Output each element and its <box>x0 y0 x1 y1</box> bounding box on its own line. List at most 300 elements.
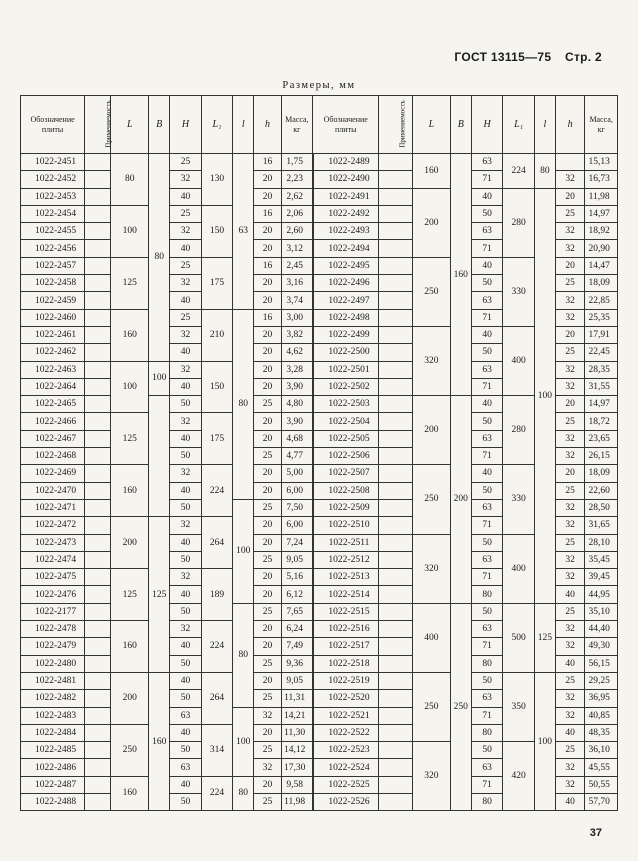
H-cell: 32 <box>170 361 202 378</box>
h-cell: 32 <box>555 378 584 395</box>
h-cell: 20 <box>254 378 281 395</box>
applicability-cell <box>379 586 413 603</box>
designation-cell: 1022-2478 <box>21 621 85 638</box>
H-cell: 50 <box>471 413 503 430</box>
H-cell: 40 <box>170 638 202 655</box>
mass-cell: 2,06 <box>281 205 313 222</box>
H-cell: 50 <box>170 603 202 620</box>
h-cell: 20 <box>254 586 281 603</box>
H-cell: 63 <box>471 154 503 171</box>
mass-cell: 11,31 <box>281 690 313 707</box>
B-cell: 200 <box>450 396 471 604</box>
h-cell: 20 <box>254 413 281 430</box>
table-header-row <box>21 96 618 154</box>
mass-cell: 17,30 <box>281 759 313 776</box>
designation-cell: 1022-2484 <box>21 724 85 741</box>
h-cell: 16 <box>254 154 281 171</box>
page-label: Стр. 2 <box>564 50 602 64</box>
designation-cell: 1022-2454 <box>21 205 85 222</box>
B-cell: 80 <box>149 154 170 362</box>
h-cell: 32 <box>555 240 584 257</box>
H-cell: 25 <box>170 205 202 222</box>
designation-cell: 1022-2515 <box>313 603 379 620</box>
H-cell: 40 <box>471 257 503 274</box>
L-cell: 80 <box>111 154 149 206</box>
mass-cell: 4,62 <box>281 344 313 361</box>
H-cell: 40 <box>471 396 503 413</box>
H-cell: 40 <box>471 326 503 343</box>
applicability-cell <box>85 551 111 568</box>
H-cell: 50 <box>471 672 503 689</box>
h-cell: 20 <box>254 223 281 240</box>
applicability-cell <box>85 742 111 759</box>
dimensions-table <box>20 95 618 811</box>
h-cell: 32 <box>555 499 584 516</box>
mass-cell: 44,95 <box>585 586 618 603</box>
applicability-cell <box>85 569 111 586</box>
col-B-2: B <box>450 96 471 154</box>
L1-cell: 224 <box>201 776 233 811</box>
designation-cell: 1022-2482 <box>21 690 85 707</box>
mass-cell: 14,47 <box>585 257 618 274</box>
applicability-cell <box>379 309 413 326</box>
H-cell: 40 <box>471 465 503 482</box>
applicability-cell <box>85 344 111 361</box>
mass-cell: 36,10 <box>585 742 618 759</box>
col-l-2: l <box>534 96 555 154</box>
designation-cell: 1022-2481 <box>21 672 85 689</box>
H-cell: 63 <box>170 759 202 776</box>
h-cell: 25 <box>555 603 584 620</box>
H-cell: 40 <box>170 776 202 793</box>
standard-number: ГОСТ 13115—75 <box>454 50 552 64</box>
applicability-cell <box>85 413 111 430</box>
H-cell: 40 <box>170 724 202 741</box>
H-cell: 71 <box>471 638 503 655</box>
applicability-cell <box>379 396 413 413</box>
mass-cell: 45,55 <box>585 759 618 776</box>
applicability-cell <box>379 724 413 741</box>
h-cell: 25 <box>254 603 281 620</box>
col-designation: Обозначение плиты <box>21 96 85 154</box>
mass-cell: 31,55 <box>585 378 618 395</box>
mass-cell: 17,91 <box>585 326 618 343</box>
mass-cell: 5,16 <box>281 569 313 586</box>
h-cell: 25 <box>555 344 584 361</box>
h-cell: 32 <box>555 621 584 638</box>
mass-cell: 29,25 <box>585 672 618 689</box>
applicability-cell <box>379 655 413 672</box>
L-cell: 400 <box>412 603 450 672</box>
designation-cell: 1022-2455 <box>21 223 85 240</box>
applicability-cell <box>379 551 413 568</box>
designation-cell: 1022-2492 <box>313 205 379 222</box>
mass-cell: 44,40 <box>585 621 618 638</box>
applicability-cell <box>85 257 111 274</box>
h-cell: 25 <box>555 205 584 222</box>
applicability-cell <box>379 361 413 378</box>
H-cell: 50 <box>170 499 202 516</box>
designation-cell: 1022-2488 <box>21 793 85 810</box>
designation-cell: 1022-2465 <box>21 396 85 413</box>
designation-cell: 1022-2509 <box>313 499 379 516</box>
h-cell: 32 <box>254 759 281 776</box>
designation-cell: 1022-2507 <box>313 465 379 482</box>
designation-cell: 1022-2523 <box>313 742 379 759</box>
mass-cell: 40,85 <box>585 707 618 724</box>
applicability-cell <box>379 240 413 257</box>
applicability-cell <box>379 413 413 430</box>
B-cell: 100 <box>149 361 170 396</box>
col-h: h <box>254 96 281 154</box>
h-cell: 32 <box>555 361 584 378</box>
H-cell: 71 <box>471 517 503 534</box>
mass-cell: 5,00 <box>281 465 313 482</box>
designation-cell: 1022-2506 <box>313 448 379 465</box>
L-cell: 100 <box>111 205 149 257</box>
L1-cell: 500 <box>503 603 535 672</box>
H-cell: 80 <box>471 724 503 741</box>
mass-cell: 48,35 <box>585 724 618 741</box>
h-cell: 25 <box>254 396 281 413</box>
h-cell <box>555 154 584 171</box>
mass-cell: 3,90 <box>281 413 313 430</box>
mass-cell: 3,90 <box>281 378 313 395</box>
col-L-2: L <box>412 96 450 154</box>
mass-cell: 56,15 <box>585 655 618 672</box>
designation-cell: 1022-2493 <box>313 223 379 240</box>
mass-cell: 11,98 <box>281 793 313 810</box>
mass-cell: 2,45 <box>281 257 313 274</box>
l-cell: 100 <box>534 188 555 603</box>
mass-cell: 7,49 <box>281 638 313 655</box>
L1-cell: 264 <box>201 672 233 724</box>
table-row <box>21 534 618 551</box>
H-cell: 71 <box>471 569 503 586</box>
col-L1: L₁ <box>201 96 233 154</box>
l-cell: 125 <box>534 603 555 672</box>
applicability-cell <box>85 326 111 343</box>
H-cell: 63 <box>170 707 202 724</box>
h-cell: 25 <box>254 690 281 707</box>
h-cell: 20 <box>254 465 281 482</box>
designation-cell: 1022-2489 <box>313 154 379 171</box>
col-H: H <box>170 96 202 154</box>
h-cell: 32 <box>555 171 584 188</box>
mass-cell: 14,12 <box>281 742 313 759</box>
applicability-cell <box>85 430 111 447</box>
applicability-cell <box>85 759 111 776</box>
applicability-cell <box>85 707 111 724</box>
L1-cell: 330 <box>503 257 535 326</box>
H-cell: 71 <box>471 448 503 465</box>
mass-cell: 4,80 <box>281 396 313 413</box>
col-l: l <box>233 96 254 154</box>
mass-cell: 7,65 <box>281 603 313 620</box>
h-cell: 32 <box>555 707 584 724</box>
H-cell: 71 <box>471 171 503 188</box>
H-cell: 63 <box>471 621 503 638</box>
h-cell: 25 <box>555 275 584 292</box>
H-cell: 40 <box>170 378 202 395</box>
designation-cell: 1022-2500 <box>313 344 379 361</box>
H-cell: 63 <box>471 292 503 309</box>
H-cell: 71 <box>471 378 503 395</box>
applicability-cell <box>379 344 413 361</box>
table-row <box>21 188 618 205</box>
designation-cell: 1022-2476 <box>21 586 85 603</box>
col-mass: Масса, кг <box>281 96 313 154</box>
H-cell: 40 <box>170 292 202 309</box>
applicability-cell <box>85 672 111 689</box>
h-cell: 32 <box>555 309 584 326</box>
L1-cell: 175 <box>201 413 233 465</box>
mass-cell: 3,74 <box>281 292 313 309</box>
H-cell: 40 <box>471 188 503 205</box>
designation-cell: 1022-2459 <box>21 292 85 309</box>
H-cell: 32 <box>170 621 202 638</box>
H-cell: 50 <box>471 482 503 499</box>
applicability-cell <box>85 517 111 534</box>
applicability-cell <box>85 776 111 793</box>
L-cell: 320 <box>412 534 450 603</box>
mass-cell: 3,28 <box>281 361 313 378</box>
H-cell: 32 <box>170 517 202 534</box>
applicability-cell <box>379 430 413 447</box>
designation-cell: 1022-2518 <box>313 655 379 672</box>
designation-cell: 1022-2463 <box>21 361 85 378</box>
H-cell: 50 <box>170 551 202 568</box>
applicability-cell <box>379 448 413 465</box>
L-cell: 320 <box>412 326 450 395</box>
l-cell: 80 <box>233 776 254 811</box>
mass-cell: 9,36 <box>281 655 313 672</box>
L-cell: 320 <box>412 742 450 811</box>
L1-cell: 150 <box>201 205 233 257</box>
table-row <box>21 742 618 759</box>
h-cell: 16 <box>254 205 281 222</box>
applicability-cell <box>85 724 111 741</box>
applicability-cell <box>85 396 111 413</box>
h-cell: 25 <box>254 448 281 465</box>
h-cell: 32 <box>555 569 584 586</box>
H-cell: 25 <box>170 309 202 326</box>
designation-cell: 1022-2505 <box>313 430 379 447</box>
h-cell: 20 <box>254 517 281 534</box>
H-cell: 50 <box>471 534 503 551</box>
l-cell: 100 <box>233 707 254 776</box>
h-cell: 20 <box>555 465 584 482</box>
L-cell: 250 <box>412 257 450 326</box>
L1-cell: 420 <box>503 742 535 811</box>
designation-cell: 1022-2466 <box>21 413 85 430</box>
mass-cell: 57,70 <box>585 793 618 810</box>
H-cell: 32 <box>170 275 202 292</box>
designation-cell: 1022-2510 <box>313 517 379 534</box>
mass-cell: 6,24 <box>281 621 313 638</box>
H-cell: 71 <box>471 240 503 257</box>
h-cell: 32 <box>555 551 584 568</box>
B-cell <box>149 396 170 517</box>
H-cell: 32 <box>170 465 202 482</box>
h-cell: 20 <box>254 430 281 447</box>
designation-cell: 1022-2512 <box>313 551 379 568</box>
mass-cell: 7,24 <box>281 534 313 551</box>
L1-cell: 350 <box>503 672 535 741</box>
applicability-cell <box>379 742 413 759</box>
mass-cell: 28,35 <box>585 361 618 378</box>
designation-cell: 1022-2494 <box>313 240 379 257</box>
h-cell: 20 <box>254 344 281 361</box>
designation-cell: 1022-2487 <box>21 776 85 793</box>
table-row <box>21 396 618 413</box>
col-H-2: H <box>471 96 503 154</box>
mass-cell: 3,12 <box>281 240 313 257</box>
h-cell: 40 <box>555 586 584 603</box>
designation-cell: 1022-2453 <box>21 188 85 205</box>
mass-cell: 35,10 <box>585 603 618 620</box>
designation-cell: 1022-2461 <box>21 326 85 343</box>
applicability-cell <box>85 154 111 171</box>
designation-cell: 1022-2460 <box>21 309 85 326</box>
applicability-cell <box>379 534 413 551</box>
applicability-cell <box>85 482 111 499</box>
col-designation-2: Обозначение плиты <box>313 96 379 154</box>
applicability-cell <box>85 240 111 257</box>
designation-cell: 1022-2501 <box>313 361 379 378</box>
page-number: 37 <box>589 827 602 839</box>
applicability-cell <box>379 638 413 655</box>
H-cell: 63 <box>471 690 503 707</box>
applicability-cell <box>379 707 413 724</box>
L-cell: 200 <box>111 517 149 569</box>
mass-cell: 23,65 <box>585 430 618 447</box>
applicability-cell <box>85 275 111 292</box>
L1-cell: 175 <box>201 257 233 309</box>
designation-cell: 1022-2491 <box>313 188 379 205</box>
L-cell: 250 <box>412 465 450 534</box>
h-cell: 20 <box>254 275 281 292</box>
H-cell: 50 <box>471 344 503 361</box>
applicability-cell <box>379 517 413 534</box>
designation-cell: 1022-2502 <box>313 378 379 395</box>
H-cell: 50 <box>170 448 202 465</box>
mass-cell: 16,73 <box>585 171 618 188</box>
H-cell: 50 <box>471 275 503 292</box>
mass-cell: 22,45 <box>585 344 618 361</box>
h-cell: 32 <box>254 707 281 724</box>
col-mass-2: Масса, кг <box>585 96 618 154</box>
applicability-cell <box>85 361 111 378</box>
designation-cell: 1022-2526 <box>313 793 379 810</box>
applicability-cell <box>85 534 111 551</box>
H-cell: 40 <box>170 344 202 361</box>
applicability-cell <box>85 603 111 620</box>
h-cell: 25 <box>254 499 281 516</box>
applicability-cell <box>379 205 413 222</box>
applicability-cell <box>85 621 111 638</box>
designation-cell: 1022-2472 <box>21 517 85 534</box>
L-cell: 160 <box>111 776 149 811</box>
applicability-cell <box>85 465 111 482</box>
H-cell: 40 <box>170 534 202 551</box>
h-cell: 20 <box>254 621 281 638</box>
applicability-cell <box>379 793 413 810</box>
applicability-cell <box>85 309 111 326</box>
h-cell: 20 <box>254 292 281 309</box>
mass-cell: 11,98 <box>585 188 618 205</box>
designation-cell: 1022-2524 <box>313 759 379 776</box>
H-cell: 50 <box>170 396 202 413</box>
mass-cell: 4,77 <box>281 448 313 465</box>
L-cell: 125 <box>111 413 149 465</box>
L-cell: 200 <box>412 188 450 257</box>
applicability-cell <box>85 171 111 188</box>
h-cell: 32 <box>555 430 584 447</box>
mass-cell: 9,05 <box>281 551 313 568</box>
l-cell: 100 <box>534 672 555 810</box>
H-cell: 50 <box>471 742 503 759</box>
h-cell: 32 <box>555 759 584 776</box>
H-cell: 32 <box>170 326 202 343</box>
h-cell: 20 <box>254 361 281 378</box>
l-cell: 80 <box>233 309 254 499</box>
h-cell: 32 <box>555 690 584 707</box>
table-row <box>21 154 618 171</box>
h-cell: 20 <box>555 326 584 343</box>
h-cell: 16 <box>254 309 281 326</box>
mass-cell: 6,12 <box>281 586 313 603</box>
mass-cell: 11,30 <box>281 724 313 741</box>
B-cell: 160 <box>149 672 170 810</box>
H-cell: 40 <box>170 430 202 447</box>
table-caption: Размеры, мм <box>282 80 356 91</box>
mass-cell: 9,58 <box>281 776 313 793</box>
table-row <box>21 603 618 620</box>
mass-cell: 18,09 <box>585 275 618 292</box>
H-cell: 63 <box>471 430 503 447</box>
B-cell: 125 <box>149 517 170 673</box>
h-cell: 16 <box>254 257 281 274</box>
L1-cell: 224 <box>503 154 535 189</box>
mass-cell: 9,05 <box>281 672 313 689</box>
h-cell: 20 <box>254 672 281 689</box>
h-cell: 40 <box>555 793 584 810</box>
designation-cell: 1022-2462 <box>21 344 85 361</box>
mass-cell: 49,30 <box>585 638 618 655</box>
L1-cell: 264 <box>201 517 233 569</box>
L1-cell: 189 <box>201 569 233 621</box>
H-cell: 40 <box>170 586 202 603</box>
H-cell: 80 <box>471 586 503 603</box>
h-cell: 20 <box>555 188 584 205</box>
mass-cell: 22,60 <box>585 482 618 499</box>
H-cell: 63 <box>471 223 503 240</box>
h-cell: 20 <box>254 482 281 499</box>
designation-cell: 1022-2508 <box>313 482 379 499</box>
H-cell: 32 <box>170 413 202 430</box>
H-cell: 50 <box>170 793 202 810</box>
mass-cell: 35,45 <box>585 551 618 568</box>
designation-cell: 1022-2497 <box>313 292 379 309</box>
H-cell: 50 <box>471 603 503 620</box>
mass-cell: 2,62 <box>281 188 313 205</box>
H-cell: 40 <box>170 240 202 257</box>
H-cell: 32 <box>170 223 202 240</box>
mass-cell: 36,95 <box>585 690 618 707</box>
designation-cell: 1022-2496 <box>313 275 379 292</box>
L-cell: 160 <box>111 465 149 517</box>
